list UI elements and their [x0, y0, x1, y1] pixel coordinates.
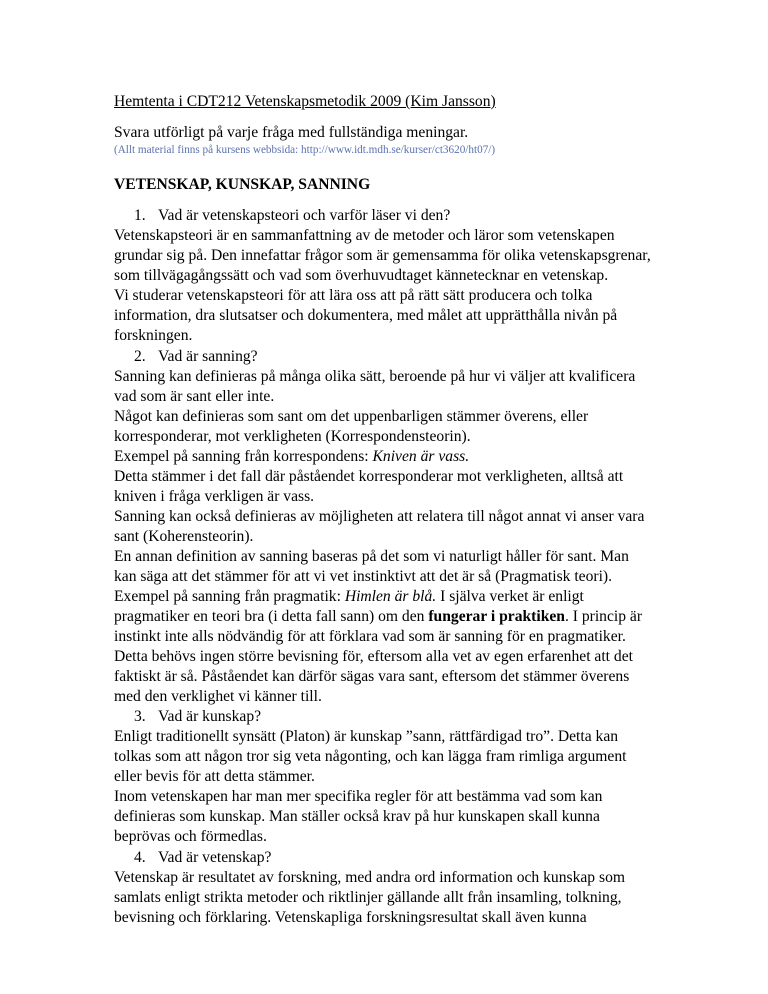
document-title: Hemtenta i CDT212 Vetenskapsmetodik 2009 (Kim Jansson)	[114, 93, 496, 110]
answer-line: kan säga att det stämmer för att vi vet instinktivt att det är så (Pragmatisk teori).	[114, 568, 612, 585]
answer-line: som tillvägagångssätt och vad som överhuvudtaget kännetecknar en vetenskap.	[114, 267, 609, 284]
answer-line: beprövas och förmedlas.	[114, 828, 267, 845]
answer-line: samlats enligt strikta metoder och riktlinjer gällande allt från insamling, tolkning,	[114, 889, 622, 906]
answer-line	[114, 587, 674, 607]
answer-line: Enligt traditionellt synsätt (Platon) är kunskap ”sann, rättfärdigad tro”. Detta kan	[114, 728, 619, 745]
answer-text: I själva verket är enligt	[436, 588, 584, 605]
answer-line: kniven i fråga verkligen är vass.	[114, 488, 315, 505]
question-3	[114, 707, 674, 847]
answer-line: information, dra slutsatser och dokumentera, med målet att upprätthålla nivån på	[114, 307, 618, 324]
answer-line: korresponderar, mot verkligheten (Korrespondensteorin).	[114, 428, 471, 445]
question-text: Vad är sanning?	[158, 348, 258, 365]
answer-line: Vi studerar vetenskapsteori för att lära oss att på rätt sätt producera och tolka	[114, 287, 593, 304]
emphasis-bold: fungerar i praktiken	[428, 608, 565, 625]
answer-text: pragmatiker en teori bra (i detta fall sann) om den	[114, 608, 429, 625]
question-4	[114, 848, 674, 928]
answer-line: instinkt inte alls nödvändig för att förklara vad som är sanning för en pragmatiker.	[114, 628, 626, 645]
answer-line: bevisning och förklaring. Vetenskapliga forskningsresultat skall även kunna	[114, 909, 587, 926]
section-heading: VETENSKAP, KUNSKAP, SANNING	[114, 176, 371, 193]
answer-text: Exempel på sanning från korrespondens:	[114, 448, 373, 465]
question-4-title	[114, 848, 674, 868]
answer-line: Sanning kan också definieras av möjligheten att relatera till något annat vi anser vara	[114, 508, 645, 525]
question-number: 1.	[134, 207, 146, 224]
example-italic: Kniven är vass.	[372, 448, 470, 465]
answer-line: forskningen.	[114, 327, 193, 344]
question-2-title	[114, 347, 674, 367]
question-1-title	[114, 206, 674, 226]
answer-line: Inom vetenskapen har man mer specifika regler för att bestämma vad som kan	[114, 788, 603, 805]
question-number: 4.	[134, 849, 146, 866]
answer-line: Vetenskapsteori är en sammanfattning av de metoder och läror som vetenskapen	[114, 227, 615, 244]
question-number: 2.	[134, 348, 146, 365]
question-2	[114, 347, 674, 707]
answer-line	[114, 607, 674, 627]
answer-text: Exempel på sanning från pragmatik:	[114, 588, 345, 605]
answer-line: grundar sig på. Den innefattar frågor som är gemensamma för olika vetenskapsgrenar,	[114, 247, 651, 264]
question-number: 3.	[134, 708, 146, 725]
answer-line: Detta behövs ingen större bevisning för, eftersom alla vet av egen erfarenhet att det	[114, 648, 633, 665]
answer-line: vad som är sant eller inte.	[114, 388, 275, 405]
answer-line: tolkas som att någon tror sig veta någonting, och kan lägga fram rimliga argument	[114, 748, 627, 765]
answer-line: Vetenskap är resultatet av forskning, med andra ord information och kunskap som	[114, 869, 625, 886]
instruction-text: Svara utförligt på varje fråga med fullständiga meningar.	[114, 124, 469, 141]
question-3-title	[114, 707, 674, 727]
question-text: Vad är vetenskap?	[158, 849, 272, 866]
answer-line: faktiskt är så. Påståendet kan därför sägas vara sant, eftersom det stämmer överens	[114, 668, 630, 685]
answer-line: eller bevis för att detta stämmer.	[114, 768, 315, 785]
answer-line: Sanning kan definieras på många olika sätt, beroende på hur vi väljer att kvalificera	[114, 368, 636, 385]
answer-line: Något kan definieras som sant om det uppenbarligen stämmer överens, eller	[114, 408, 589, 425]
question-text: Vad är vetenskapsteori och varför läser vi den?	[158, 207, 451, 224]
answer-line: definieras som kunskap. Man ställer också krav på hur kunskapen skall kunna	[114, 808, 600, 825]
answer-line: En annan definition av sanning baseras på det som vi naturligt håller för sant. Man	[114, 548, 629, 565]
answer-line	[114, 447, 674, 467]
answer-line: med den verklighet vi känner till.	[114, 688, 322, 705]
example-italic: Himlen är blå.	[344, 588, 437, 605]
material-note: (Allt material finns på kursens webbsida: http://www.idt.mdh.se/kurser/ct3620/ht07/)	[114, 144, 496, 156]
answer-line: Detta stämmer i det fall där påståendet korresponderar mot verkligheten, alltså att	[114, 468, 624, 485]
answer-line: sant (Koherensteorin).	[114, 528, 254, 545]
question-text: Vad är kunskap?	[158, 708, 262, 725]
answer-text: . I princip är	[564, 608, 643, 625]
question-1	[114, 206, 674, 346]
